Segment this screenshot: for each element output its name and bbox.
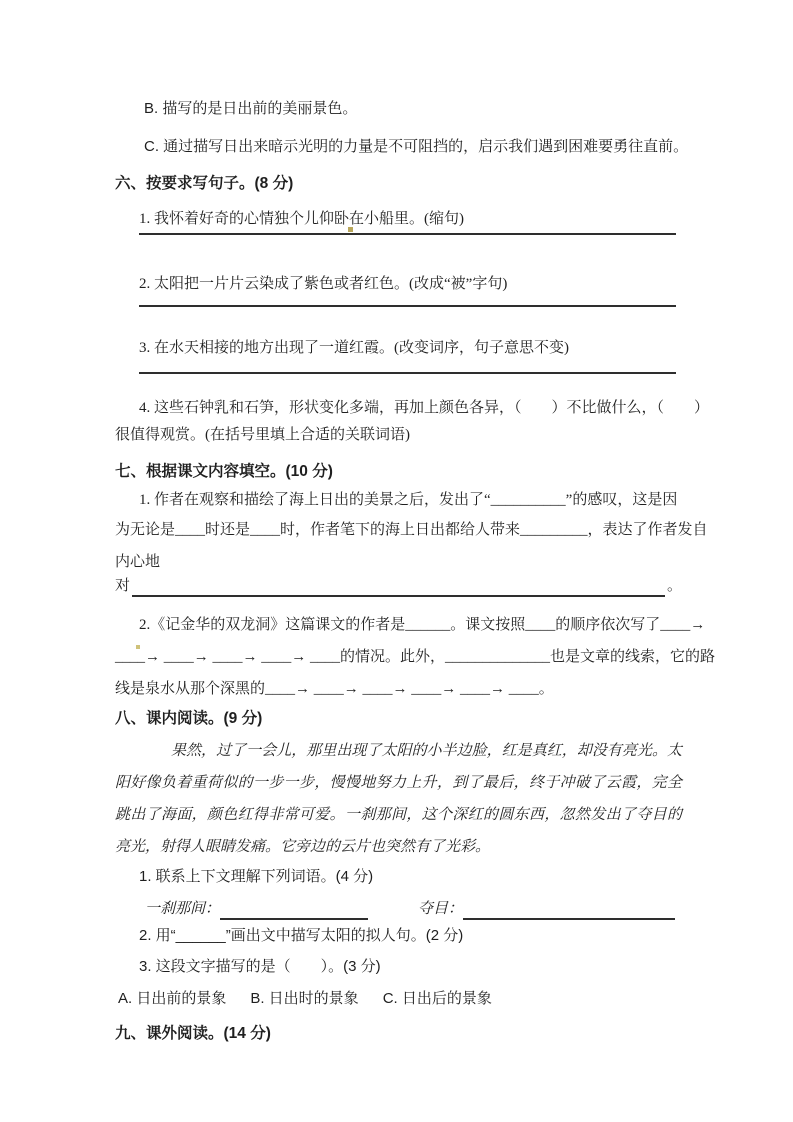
choice-option-c: C. 通过描写日出来暗示光明的力量是不可阻挡的，启示我们遇到困难要勇往直前。 [144,138,689,155]
q6-1-text: 1. 我怀着好奇的心情独个儿仰卧在小船里。(缩句) [139,211,464,227]
q7-1-answer-prefix: 对 [115,578,131,594]
q7-1-text-line3: 内心地 [115,554,161,570]
q7-2-text-line1: 2.《记金华的双龙洞》这篇课文的作者是______。课文按照____的顺序依次写了____→ [139,617,706,633]
q8-2-text: 2. 用“______”画出文中描写太阳的拟人句。(2 分) [139,927,464,944]
answer-line [132,578,665,597]
exam-content [115,90,716,1045]
q6-4-text-line1: 4. 这些石钟乳和石笋，形状变化多端，再加上颜色各异，（ ）不比做什么，（ ） [139,400,710,416]
option-a: A. 日出前的景象 [118,990,227,1007]
q8-3-options-row [118,988,682,1010]
term-label-duomu: 夺目： [418,899,464,917]
q7-1-text-line2: 为无论是____时还是____时，作者笔下的海上日出都给人带来_________，表达了作者发自 [115,522,708,538]
term-label-yichanajian: 一刹那间： [145,899,221,917]
option-c: C. 日出后的景象 [382,990,492,1007]
q7-1-text-line1: 1. 作者在观察和描绘了海上日出的美景之后，发出了“__________”的感叹，这是因 [139,492,678,508]
q8-3-text: 3. 这段文字描写的是（ ）。(3 分) [139,958,381,975]
section-7-title: 七、根据课文内容填空。(10 分) [115,463,333,480]
answer-blank [220,902,368,920]
section-8-title: 八、课内阅读。(9 分) [115,710,263,727]
q6-2-text: 2. 太阳把一片片云染成了紫色或者红色。(改成“被”字句) [139,276,508,292]
answer-line [139,305,676,307]
q6-3-text: 3. 在水天相接的地方出现了一道红霞。(改变词序，句子意思不变) [139,340,569,356]
answer-blank [463,902,675,920]
reading-passage: 果然，过了一会儿，那里出现了太阳的小半边脸，红是真红，却没有亮光。太阳好像负着重荷似的一步一步，慢慢地努力上升，到了最后，终于冲破了云霞，完全跳出了海面，颜色红得非常可爱。一刹那间，这个深红的圆东西，忽然发出了夺目的亮光，射得人眼睛发痛。它旁边的云片也突然有了光彩。 [115,741,682,855]
q7-1-answer-row [115,575,682,597]
section-9-title: 九、课外阅读。(14 分) [115,1025,271,1042]
q8-1-terms-row [145,896,682,920]
q7-2-text-line3: 线是泉水从那个深黑的____→ ____→ ____→ ____→ ____→ ____。 [115,681,554,697]
q7-1-answer-suffix: 。 [666,578,682,594]
q8-1-text: 1. 联系上下文理解下列词语。(4 分) [139,868,374,885]
section-6-title: 六、按要求写句子。(8 分) [115,175,294,192]
option-b: B. 日出时的景象 [250,990,359,1007]
q6-4-text-line2: 很值得观赏。(在括号里填上合适的关联词语) [115,427,410,443]
q7-2-text-line2: ____→ ____→ ____→ ____→ ____的情况。此外，______________也是文章的线索，它的路 [115,649,716,665]
stray-mark [136,645,140,649]
choice-option-b: B. 描写的是日出前的美丽景色。 [144,100,358,117]
stray-mark [348,227,353,232]
answer-line [139,233,676,235]
answer-line [139,372,676,374]
